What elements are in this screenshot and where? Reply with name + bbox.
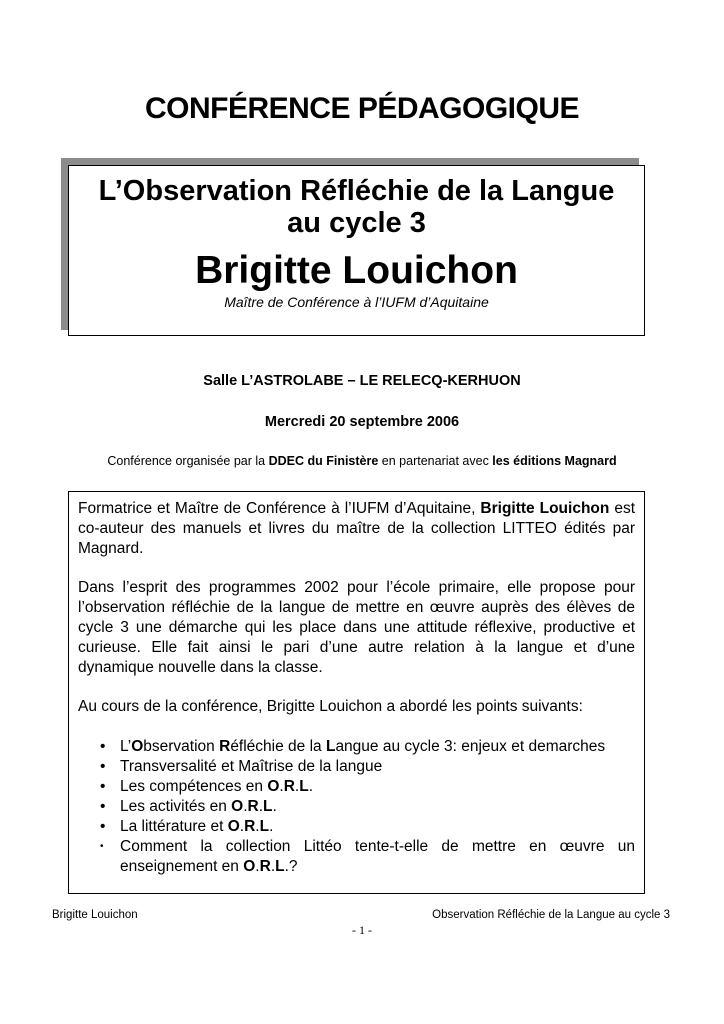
organizer-line bbox=[0, 454, 724, 468]
points-list bbox=[78, 737, 635, 877]
bullet-icon: • bbox=[100, 818, 106, 835]
subtitle-line-2: au cycle 3 bbox=[287, 207, 426, 239]
bullet-icon: • bbox=[100, 798, 106, 815]
content-box bbox=[68, 491, 645, 894]
header-box bbox=[68, 165, 645, 336]
event-date: Mercredi 20 septembre 2006 bbox=[264, 414, 460, 430]
speaker-name: Brigitte Louichon bbox=[195, 249, 518, 292]
organizer-magnard: les éditions Magnard bbox=[492, 454, 617, 468]
paragraph-points-intro: Au cours de la conférence, Brigitte Louichon a abordé les points suivants: bbox=[78, 698, 583, 715]
venue: Salle L’ASTROLABE – LE RELECQ-KERHUON bbox=[203, 373, 521, 389]
intro-speaker-bold: Brigitte Louichon bbox=[480, 500, 610, 517]
bullet-icon: • bbox=[100, 738, 106, 755]
intro-text: Formatrice et Maître de Conférence à l’IUFM d’Aquitaine, bbox=[78, 500, 481, 517]
page-number: - 1 - bbox=[352, 923, 372, 937]
organizer-prefix: Conférence organisée par la bbox=[107, 454, 269, 468]
intro-text-end: est co-auteur des manuels et livres du maître de la collection LITTEO édités par Magnard. bbox=[78, 500, 636, 557]
list-item: • Transversalité et Maîtrise de la langue bbox=[100, 758, 383, 775]
organizer-middle: en partenariat avec bbox=[378, 454, 493, 468]
bullet-icon: • bbox=[100, 841, 104, 852]
conference-subtitle bbox=[69, 175, 644, 239]
bullet-icon: • bbox=[100, 758, 106, 775]
bullet-icon: • bbox=[100, 778, 106, 795]
list-item: • L’Observation Réfléchie de la Langue au cycle 3: enjeux et demarches bbox=[100, 738, 606, 755]
list-item: • Les compétences en O.R.L. bbox=[100, 778, 314, 795]
paragraph-intro bbox=[78, 499, 635, 559]
list-item: • Comment la collection Littéo tente-t-elle de mettre en œuvre un enseignement en O.R.L.? bbox=[100, 838, 635, 875]
subtitle-line-1: L’Observation Réfléchie de la Langue bbox=[98, 175, 615, 207]
speaker-role: Maître de Conférence à l’IUFM d’Aquitaine bbox=[224, 294, 489, 310]
footer-title: Observation Réfléchie de la Langue au cycle 3 bbox=[432, 909, 670, 921]
footer-author: Brigitte Louichon bbox=[52, 909, 138, 921]
list-item: • La littérature et O.R.L. bbox=[100, 818, 274, 835]
list-item: • Les activités en O.R.L. bbox=[100, 798, 277, 815]
document-title: CONFÉRENCE PÉDAGOGIQUE bbox=[144, 92, 580, 125]
organizer-ddec: DDEC du Finistère bbox=[268, 454, 379, 468]
paragraph-programme: Dans l’esprit des programmes 2002 pour l’école primaire, elle propose pour l’observation réfléchie de la langue de mettre en œuvre auprès des élèves de cycle 3 une démarche qui les place dans une attitude réflexive, productive et curieuse. Elle fait ainsi le pari d’une autre relation à la langue et d’une dynamique nouvelle dans la classe. bbox=[78, 579, 635, 676]
